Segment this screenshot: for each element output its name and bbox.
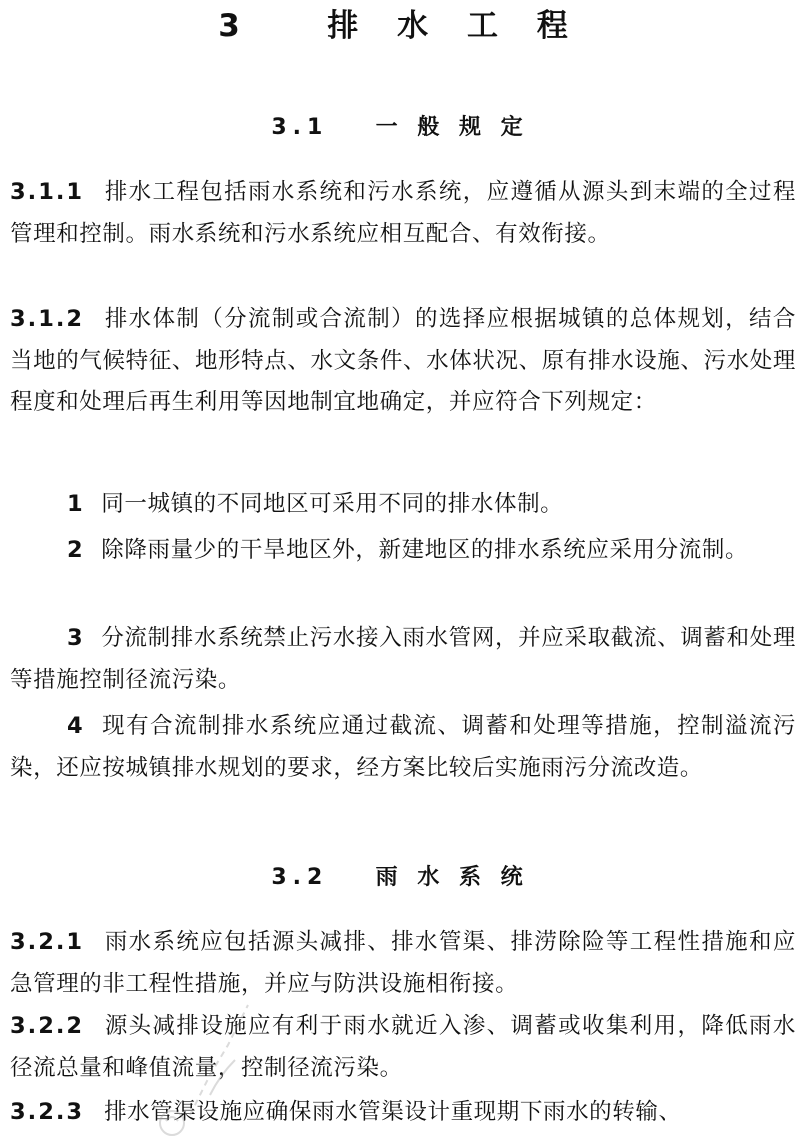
section-title-3-2 <box>0 862 800 894</box>
clause-3-1-2 <box>10 299 796 424</box>
item-text: 分流制排水系统禁止污水接入雨水管网，并应采取截流、调蓄和处理等措施控制径流污染。 <box>10 625 796 693</box>
clause-3-2-3 <box>10 1092 796 1134</box>
list-item-4 <box>10 706 796 789</box>
section-name: 一 般 规 定 <box>375 115 529 140</box>
chapter-number: 3 <box>218 8 254 44</box>
clause-3-2-1 <box>10 922 796 1005</box>
item-number: 3 <box>67 625 84 651</box>
section-title-3-1 <box>0 112 800 144</box>
clause-number: 3.2.2 <box>10 1013 85 1039</box>
clause-text: 源头减排设施应有利于雨水就近入渗、调蓄或收集利用，降低雨水径流总量和峰值流量，控制径流污染。 <box>10 1013 796 1081</box>
item-text: 除降雨量少的干旱地区外，新建地区的排水系统应采用分流制。 <box>101 537 749 563</box>
chapter-title <box>0 4 800 48</box>
clause-text: 排水体制（分流制或合流制）的选择应根据城镇的总体规划，结合当地的气候特征、地形特点、水文条件、水体状况、原有排水设施、污水处理程度和处理后再生利用等因地制宜地确定，并应符合下列规定： <box>10 306 796 415</box>
section-number: 3.1 <box>271 115 329 140</box>
clause-number: 3.1.2 <box>10 306 85 332</box>
item-number: 4 <box>67 713 84 739</box>
item-text: 现有合流制排水系统应通过截流、调蓄和处理等措施，控制溢流污染，还应按城镇排水规划的要求，经方案比较后实施雨污分流改造。 <box>10 713 796 781</box>
clause-number: 3.2.1 <box>10 929 85 955</box>
item-number: 1 <box>67 491 84 517</box>
list-item-3 <box>10 618 796 701</box>
clause-text: 雨水系统应包括源头减排、排水管渠、排涝除险等工程性措施和应急管理的非工程性措施，并应与防洪设施相衔接。 <box>10 929 796 997</box>
chapter-name: 排 水 工 程 <box>327 8 582 44</box>
list-item-2 <box>10 530 796 572</box>
clause-text: 排水工程包括雨水系统和污水系统，应遵循从源头到末端的全过程管理和控制。雨水系统和污水系统应相互配合、有效衔接。 <box>10 179 796 247</box>
clause-3-1-1 <box>10 172 796 255</box>
item-text: 同一城镇的不同地区可采用不同的排水体制。 <box>101 491 564 517</box>
clause-number: 3.1.1 <box>10 179 85 205</box>
item-number: 2 <box>67 537 84 563</box>
clause-text: 排水管渠设施应确保雨水管渠设计重现期下雨水的转输、 <box>104 1099 682 1125</box>
section-number: 3.2 <box>271 865 329 890</box>
list-item-1 <box>10 484 796 526</box>
clause-number: 3.2.3 <box>10 1099 85 1125</box>
clause-3-2-2 <box>10 1006 796 1089</box>
section-name: 雨 水 系 统 <box>375 865 529 890</box>
